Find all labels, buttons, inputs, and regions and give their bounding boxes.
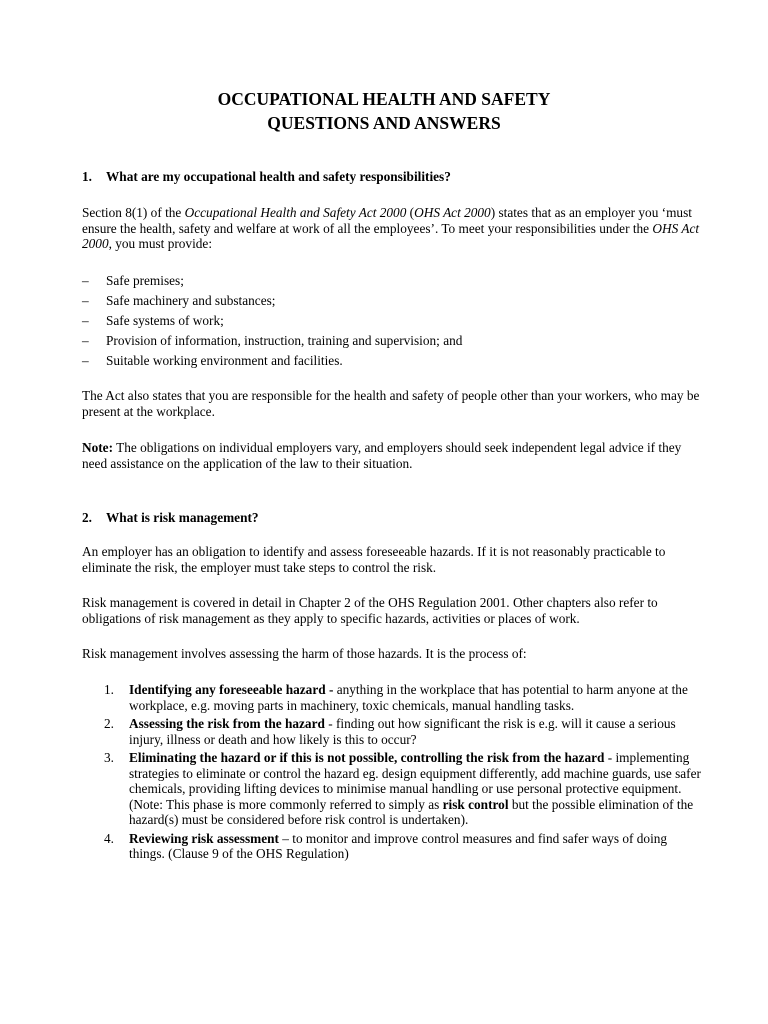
step-number: 3. [104,750,114,765]
step-text: - implementing strategies to eliminate or control the hazard eg. design equipment differently, add machine guards, use safer chemicals, providing lifting devices to minimise manual handling or use personal protective equipment. [129,750,701,796]
document-title-line-1: OCCUPATIONAL HEALTH AND SAFETY [217,89,551,109]
question-1-paragraph-1 [82,205,702,252]
q1-p1-text-b: ( [406,205,415,220]
list-item-text: Safe machinery and substances; [106,293,276,308]
list-item-text: Safe systems of work; [106,313,224,328]
question-2-paragraph-3: Risk management involves assessing the harm of those hazards. It is the process of: [82,646,527,661]
dash-bullet: – [82,293,89,308]
note-text: The obligations on individual employers vary, and employers should seek independent legal advice if they need assistance on the application of the law to their situation. [82,440,682,471]
step-title: Identifying any foreseeable hazard - [129,682,334,697]
list-item [82,353,702,373]
question-1-number: 1. [82,169,92,184]
question-2-heading [82,510,702,526]
list-item [82,293,702,313]
list-item [82,333,702,353]
list-item [82,273,702,293]
q1-p1-text-a: Section 8(1) of the [82,205,185,220]
dash-bullet: – [82,313,89,328]
step-note-bold: risk control [442,796,509,812]
note-label: Note: [82,440,114,455]
step-text: anything in the workplace that has potential to harm anyone at the workplace, e.g. moving parts in machinery, toxic chemicals, manual handling tasks. [129,682,688,713]
question-2-paragraph-1: An employer has an obligation to identify and assess foreseeable hazards. If it is not reasonably practicable to eliminate the risk, the employer must take steps to control the risk. [82,544,666,575]
list-item-text: Provision of information, instruction, training and supervision; and [106,333,463,348]
question-2-number: 2. [82,510,92,525]
step-note-text: (Note: This phase is more commonly referred to simply as [129,796,443,812]
step-title: Assessing the risk from the hazard [129,716,325,731]
question-1-paragraph-2: The Act also states that you are responsible for the health and safety of people other than your workers, who may be present at the workplace. [82,388,700,419]
step-number: 1. [104,682,114,697]
responsibilities-list [82,273,702,373]
dash-bullet: – [82,273,89,288]
list-item [82,313,702,333]
question-2-paragraph-2: Risk management is covered in detail in Chapter 2 of the OHS Regulation 2001. Other chapters also refer to obligations of risk management as they apply to specific hazards, activities or places of work. [82,595,658,626]
step-text: – to monitor and improve control measures and find safer ways of doing things. (Clause 9 of the OHS Regulation) [129,830,668,861]
list-item-text: Safe premises; [106,273,184,288]
question-1-heading [82,169,702,185]
step-item [82,716,702,747]
q1-p1-text-d: , you must provide: [108,236,213,251]
dash-bullet: – [82,333,89,348]
question-1-text: What are my occupational health and safety responsibilities? [106,169,451,184]
step-title: Eliminating the hazard or if this is not possible, controlling the risk from the hazard [129,750,605,765]
step-item [82,682,702,713]
step-note-text-end: but the possible elimination of the hazard(s) must be considered before risk control is undertaken). [129,796,694,827]
dash-bullet: – [82,353,89,368]
act-short-title-italic-2: OHS Act 2000 [82,220,700,251]
act-title-italic: Occupational Health and Safety Act 2000 [184,205,407,220]
question-2-text: What is risk management? [106,510,259,525]
question-1-note [82,440,702,471]
step-title: Reviewing risk assessment [129,830,279,846]
step-text: - finding out how significant the risk is e.g. will it cause a serious injury, illness or death and how likely is this to occur? [129,716,676,747]
q1-p1-text-c: ) states that as an employer you ‘must ensure the health, safety and welfare at work of all the employees’. To meet your responsibilities under the [82,205,692,236]
step-item [82,750,702,828]
risk-management-steps [82,682,702,862]
list-item-text: Suitable working environment and facilities. [106,353,343,368]
step-item [82,831,702,862]
step-number: 4. [104,830,114,846]
step-number: 2. [104,716,114,731]
act-short-title-italic: OHS Act 2000 [414,205,491,220]
document-title-line-2: QUESTIONS AND ANSWERS [267,113,501,133]
